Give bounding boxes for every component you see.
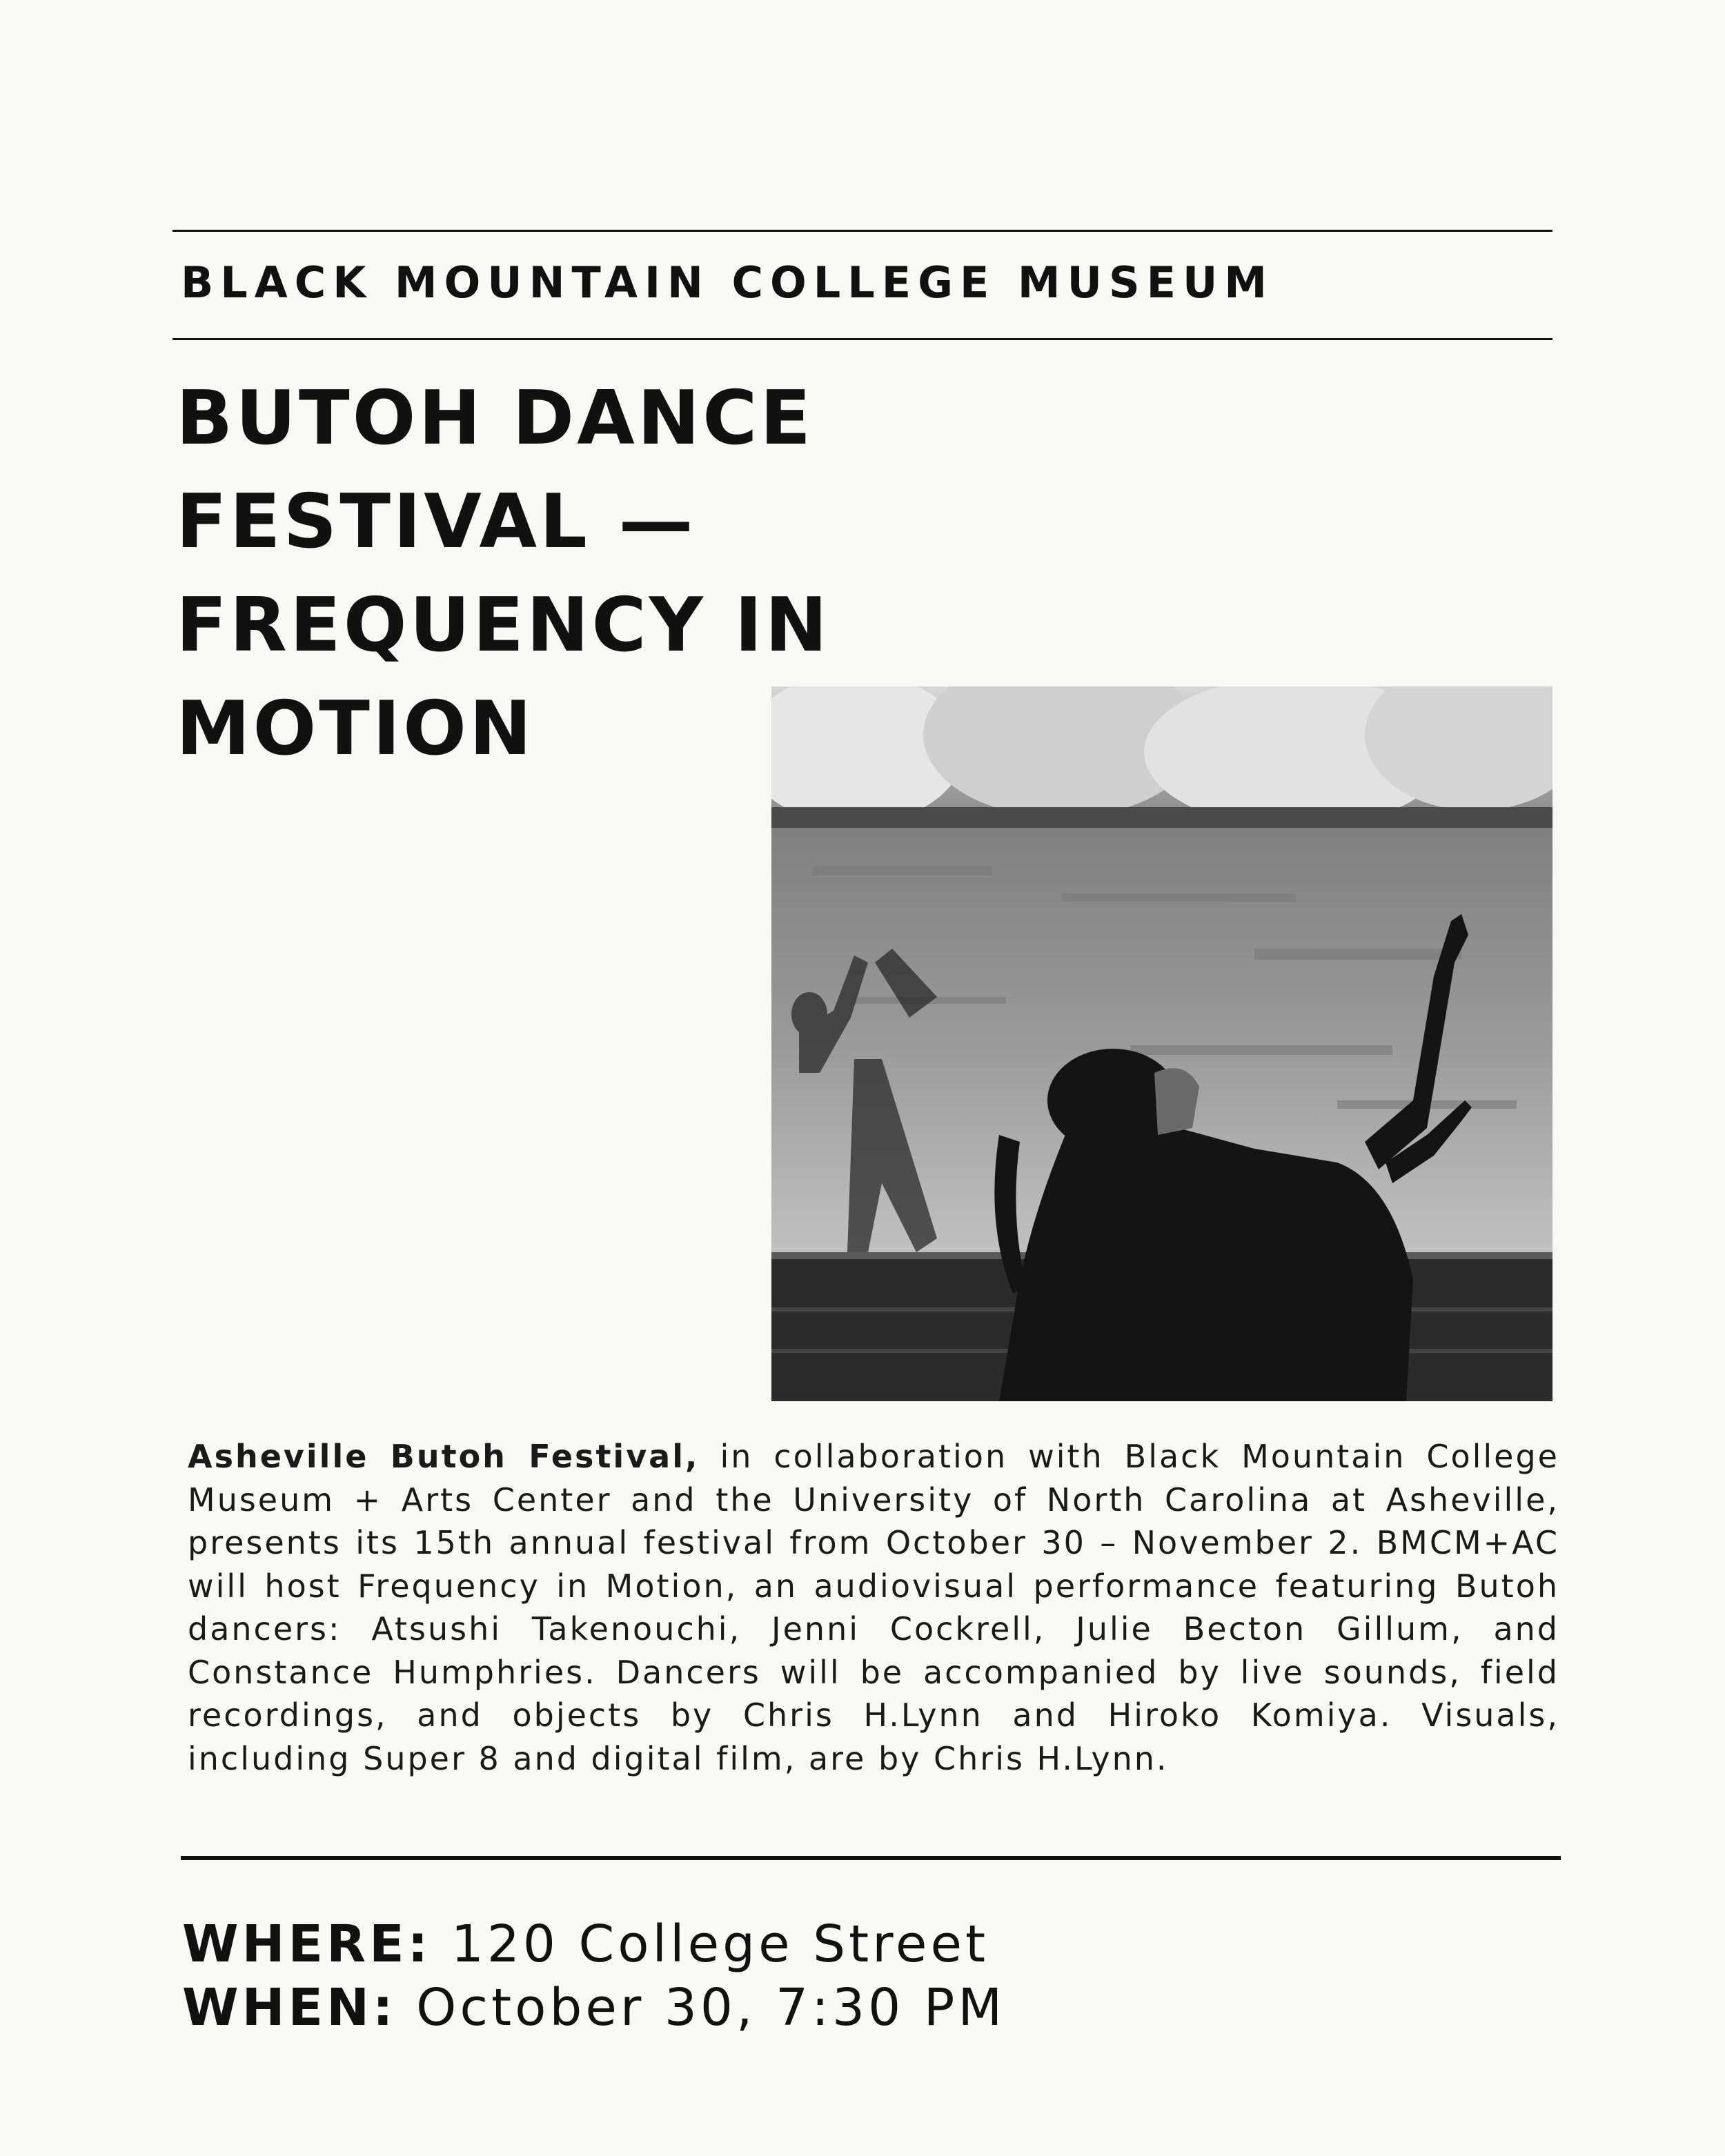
- when-line: [182, 1976, 1005, 2039]
- where-label: WHERE:: [182, 1915, 432, 1974]
- top-rule: [172, 230, 1552, 232]
- title-line: BUTOH DANCE: [176, 375, 814, 462]
- photo-illustration: [771, 686, 1552, 1401]
- title-line: MOTION: [176, 686, 535, 772]
- when-label: WHEN:: [182, 1978, 397, 2037]
- header-rule: [172, 338, 1552, 340]
- details-rule: [181, 1856, 1561, 1860]
- title-line: FREQUENCY IN: [176, 582, 831, 669]
- description-lead: Asheville Butoh Festival,: [188, 1438, 700, 1475]
- organization-name: BLACK MOUNTAIN COLLEGE MUSEUM: [181, 257, 1274, 308]
- where-line: [182, 1912, 989, 1976]
- title-line: FESTIVAL —: [176, 479, 696, 565]
- event-description: [188, 1435, 1559, 1780]
- where-value: 120 College Street: [431, 1915, 989, 1974]
- butoh-dancer-photo: [771, 686, 1552, 1401]
- description-body: in collaboration with Black Mountain College Museum + Arts Center and the University of North Carolina at Asheville, presents its 15th annual festival from October 30 – November 2. BMCM+AC will host Frequency in Motion, an audiovisual performance featuring Butoh dancers: Atsushi Takenouchi, Jenni Cockrell, Julie Becton Gillum, and Constance Humphries. Dancers will be accompanied by live sounds, field recordings, and objects by Chris H.Lynn and Hiroko Komiya. Visuals, including Super 8 and digital film, are by Chris H.Lynn.: [188, 1438, 1559, 1777]
- when-value: October 30, 7:30 PM: [396, 1978, 1006, 2037]
